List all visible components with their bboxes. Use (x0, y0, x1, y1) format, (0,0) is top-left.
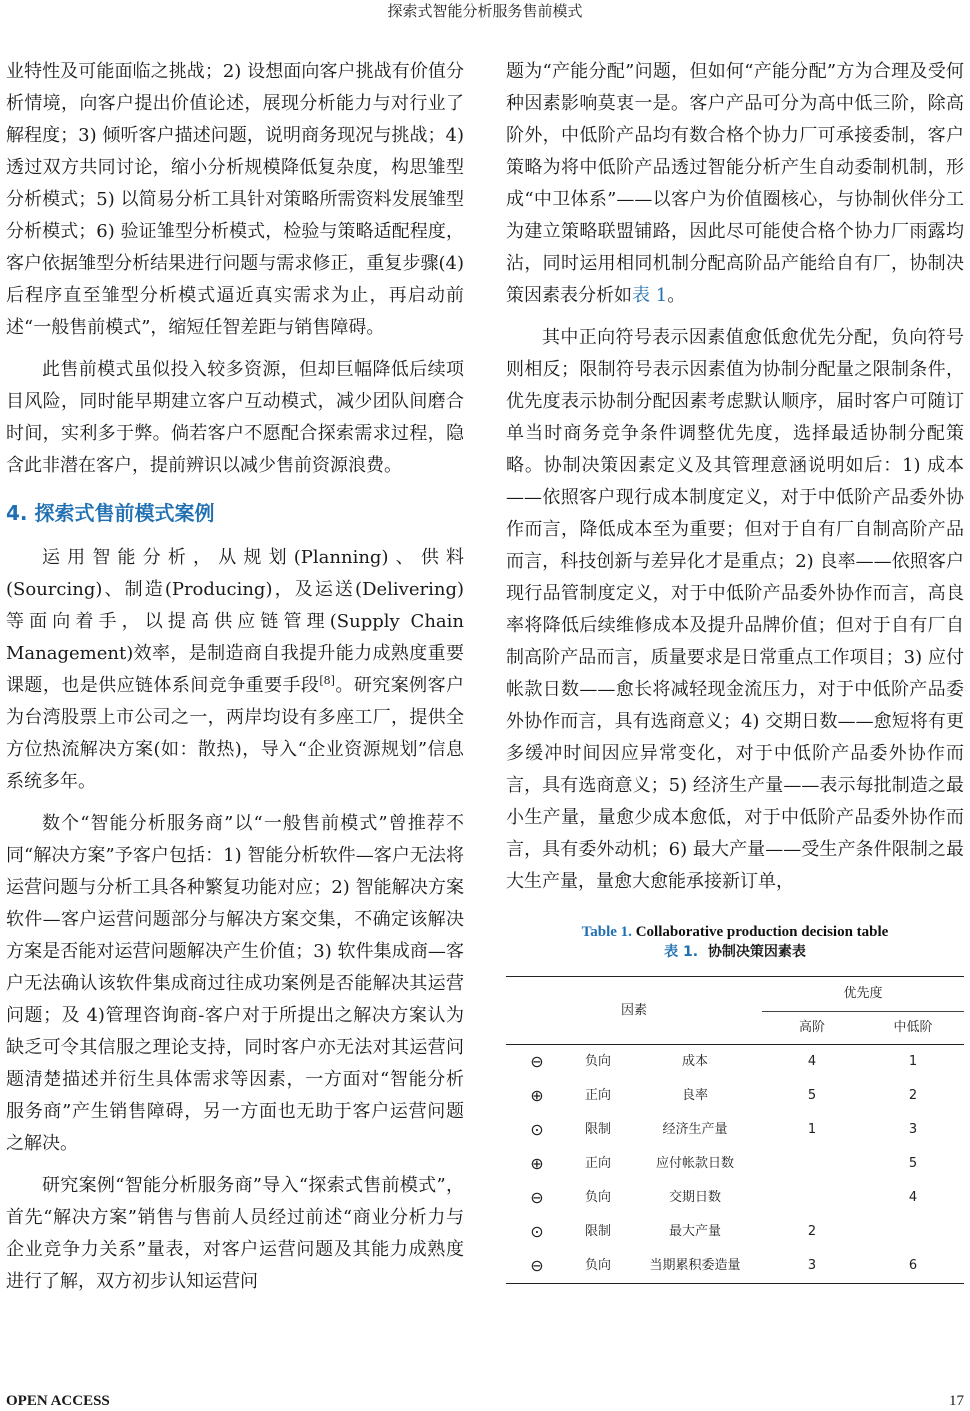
cell-high (762, 1181, 862, 1215)
cell-high: 1 (807, 1122, 817, 1137)
caption-english (506, 922, 964, 942)
cell-factor: 当期累积委造量 (628, 1249, 762, 1284)
paragraph-text: 。研究案例客户为台湾股票上市公司之一，两岸均设有多座工厂，提供全方位热流解决方案(如：散热)，导入“企业资源规划”信息系统多年。 (6, 675, 465, 792)
cell-midlow: 2 (908, 1088, 918, 1103)
header-midlow: 中低阶 (862, 1012, 964, 1045)
page-footer (0, 1393, 970, 1411)
sign-icon: ⊖ (506, 1249, 568, 1284)
cell-direction: 负向 (584, 1054, 611, 1069)
cell-high (762, 1147, 862, 1181)
sign-icon: ⊙ (530, 1222, 544, 1241)
cell-direction: 限制 (584, 1224, 611, 1239)
cell-high: 2 (807, 1224, 817, 1239)
cell-high: 5 (807, 1088, 817, 1103)
paragraph (6, 542, 464, 798)
paragraph-text: 运用智能分析，从规划(Planning)、供料(Sourcing)、制造(Producing)，及运送(Delivering) 等面向着手，以提高供应链管理(Supply Chain Management)效率，是制造商自我提升能力成熟度重要课题，也是供应链体系间竞争重要手段 (6, 547, 464, 696)
cell-factor: 应付帐款日数 (655, 1156, 734, 1171)
caption-text: Collaborative production decision table (635, 924, 889, 940)
paragraph: 研究案例“智能分析服务商”导入“探索式售前模式”，首先“解决方案”销售与售前人员经过前述“商业分析力与企业竞争力关系”量表，对客户运营问题及其能力成熟度进行了解，双方初步认知运营问 (6, 1175, 464, 1292)
cell-midlow: 6 (862, 1249, 964, 1284)
sign-icon: ⊖ (530, 1188, 544, 1207)
sign-icon: ⊙ (530, 1120, 544, 1139)
table-reference-link[interactable]: 表 1 (632, 285, 668, 306)
table-row (506, 1181, 964, 1215)
right-column (506, 56, 964, 1284)
cell-direction: 负向 (568, 1249, 628, 1284)
table-label: 表 1. (664, 944, 699, 960)
cell-high: 4 (807, 1054, 817, 1069)
sign-icon: ⊕ (530, 1154, 544, 1173)
section-title: 4. 探索式售前模式案例 (6, 501, 215, 525)
cell-midlow: 1 (908, 1054, 918, 1069)
cell-factor: 成本 (681, 1054, 708, 1069)
paragraph: 数个“智能分析服务商”以“一般售前模式”曾推荐不同“解决方案”予客户包括：1) 智能分析软件—客户无法将运营问题与分析工具各种繁复功能对应；2) 智能解决方案软件—客户运营问题部分与解决方案交集，不确定该解决方案是否能对运营问题解决产生价值；3) 软件集成商—客户无法确认该软件集成商过往成功案例是否能解决其运营问题；及 4)管理咨询商-客户对于所提出之解决方案认为缺乏可令其信服之理论支持，同时客户亦无法对其运营问题清楚描述并衍生具体需求等因素，一方面对“智能分析服务商”产生销售障碍，另一方面也无助于客户运营问题之解决。 (6, 813, 464, 1154)
cell-high: 3 (762, 1249, 862, 1284)
cell-factor: 良率 (681, 1088, 708, 1103)
paragraph: 此售前模式虽似投入较多资源，但却巨幅降低后续项目风险，同时能早期建立客户互动模式，减少团队间磨合时间，实利多于弊。倘若客户不愿配合探索需求过程，隐含此非潜在客户，提前辨识以减少售前资源浪费。 (6, 359, 464, 476)
citation-link[interactable]: [8] (319, 674, 335, 687)
caption-chinese (506, 942, 964, 962)
cell-direction: 限制 (584, 1122, 611, 1137)
left-column (6, 56, 464, 1308)
running-header: 探索式智能分析服务售前模式 (387, 2, 583, 20)
decision-table (506, 976, 964, 1284)
header-factor: 因素 (506, 977, 762, 1045)
cell-direction: 正向 (584, 1156, 611, 1171)
paragraph (506, 56, 964, 312)
table-row (506, 1045, 964, 1080)
page-number: 17 (949, 1393, 964, 1409)
cell-midlow: 5 (908, 1156, 918, 1171)
cell-midlow: 4 (908, 1190, 918, 1205)
sign-icon: ⊕ (530, 1086, 544, 1105)
table-row (506, 1113, 964, 1147)
table-row (506, 1249, 964, 1284)
caption-text: 协制决策因素表 (707, 944, 806, 960)
cell-midlow (862, 1215, 964, 1249)
paragraph: 业特性及可能面临之挑战；2) 设想面向客户挑战有价值分析情境，向客户提出价值论述，展现分析能力与对行业了解程度；3) 倾听客户描述问题，说明商务现况与挑战；4) 透过双方共同讨论，缩小分析规模降低复杂度，构思雏型分析模式；5) 以简易分析工具针对策略所需资料发展雏型分析模式；6) 验证雏型分析模式，检验与策略适配程度，客户依据雏型分析结果进行问题与需求修正，重复步骤(4)后程序直至雏型分析模式逼近真实需求为止，再启动前述“一般售前模式”，缩短任智差距与销售障碍。 (6, 61, 464, 338)
table-row (506, 1215, 964, 1249)
cell-midlow: 3 (908, 1122, 918, 1137)
paragraph-text: 题为“产能分配”问题，但如何“产能分配”方为合理及受何种因素影响莫衷一是。客户产品可分为高中低三阶，除高阶外，中低阶产品均有数合格个协力厂可承接委制，客户策略为将中低阶产品透过智能分析产生自动委制机制，形成“中卫体系”——以客户为价值圈核心，与协制伙伴分工为建立策略联盟铺路，因此尽可能使合格个协力厂雨露均沾，同时运用相同机制分配高阶品产能给自有厂，协制决策因素表分析如 (506, 61, 964, 306)
paragraph: 其中正向符号表示因素值愈低愈优先分配，负向符号则相反；限制符号表示因素值为协制分配量之限制条件，优先度表示协制分配因素考虑默认顺序，届时客户可随订单当时商务竞争条件调整优先度，选择最适协制分配策略。协制决策因素定义及其管理意涵说明如后：1) 成本——依照客户现行成本制度定义，对于中低阶产品委外协作而言，降低成本至为重要；但对于自有厂自制高阶产品而言，科技创新与差异化才是重点；2) 良率——依照客户现行品管制度定义，对于中低阶产品委外协作而言，高良率将降低后续维修成本及提升品牌价值；但对于自有厂自制高阶产品而言，质量要求是日常重点工作项目；3) 应付帐款日数——愈长将减轻现金流压力，对于中低阶产品委外协作而言，具有选商意义；4) 交期日数——愈短将有更多缓冲时间因应异常变化，对于中低阶产品委外协作而言，具有选商意义；5) 经济生产量——表示每批制造之最小生产量，量愈少成本愈低，对于中低阶产品委外协作而言，具有委外动机；6) 最大产量——受生产条件限制之最大生产量，量愈大愈能承接新订单， (506, 327, 964, 892)
cell-factor: 交期日数 (668, 1190, 721, 1205)
cell-factor: 经济生产量 (662, 1122, 728, 1137)
table-label: Table 1. (581, 924, 632, 940)
open-access-label: OPEN ACCESS (6, 1393, 110, 1409)
header-high: 高阶 (762, 1012, 862, 1045)
header-priority: 优先度 (762, 977, 964, 1012)
cell-direction: 正向 (584, 1088, 611, 1103)
paragraph-text: 。 (667, 285, 686, 306)
sign-icon: ⊖ (530, 1052, 544, 1071)
cell-factor: 最大产量 (668, 1224, 721, 1239)
table-row (506, 1147, 964, 1181)
table-caption (506, 922, 964, 962)
cell-direction: 负向 (584, 1190, 611, 1205)
table-row (506, 1079, 964, 1113)
